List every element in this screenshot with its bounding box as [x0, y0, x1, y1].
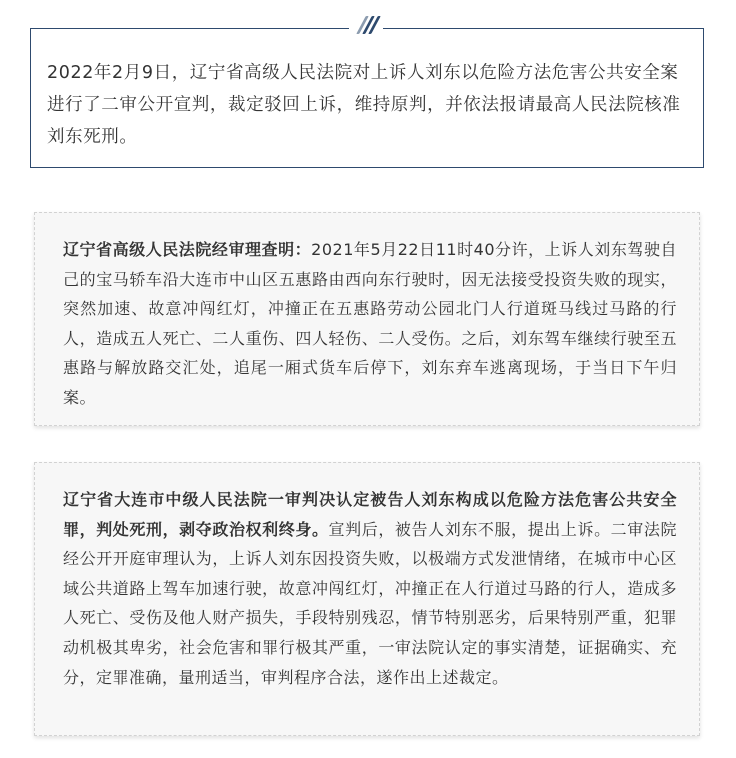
summary-text: 2022年2月9日，辽宁省高级人民法院对上诉人刘东以危险方法危害公共安全案进行了二审公开宣判，裁定驳回上诉，维持原判，并依法报请最高人民法院核准刘东死刑。	[47, 63, 681, 147]
facts-card	[34, 212, 700, 426]
triple-slash-icon	[349, 14, 383, 36]
facts-paragraph	[63, 235, 677, 413]
summary-box	[30, 28, 704, 168]
facts-body: 2021年5月22日11时40分许，上诉人刘东驾驶自己的宝马轿车沿大连市中山区五惠路由西向东行驶时，因无法接受投资失败的现实，突然加速、故意冲闯红灯，冲撞正在五惠路劳动公园北门人行道斑马线过马路的行人，造成五人死亡、二人重伤、四人轻伤、二人受伤。之后，刘东驾车继续行驶至五惠路与解放路交汇处，追尾一厢式货车后停下，刘东弃车逃离现场，于当日下午归案。	[63, 240, 677, 407]
facts-lead: 辽宁省高级人民法院经审理查明：	[63, 240, 312, 259]
verdict-lead: 辽宁省大连市中级人民法院一审判决认定被告人刘东构成以危险方法危害公共安全罪，判处死刑，剥夺政治权利终身。	[63, 490, 677, 539]
verdict-card	[34, 462, 700, 736]
verdict-paragraph	[63, 485, 677, 692]
verdict-body: 宣判后，被告人刘东不服，提出上诉。二审法院经公开开庭审理认为，上诉人刘东因投资失败，以极端方式发泄情绪，在城市中心区域公共道路上驾车加速行驶，故意冲闯红灯，冲撞正在人行道过马路的行人，造成多人死亡、受伤及他人财产损失，手段特别残忍，情节特别恶劣，后果特别严重，犯罪动机极其卑劣，社会危害和罪行极其严重，一审法院认定的事实清楚，证据确实、充分，定罪准确，量刑适当，审判程序合法，遂作出上述裁定。	[63, 519, 677, 687]
